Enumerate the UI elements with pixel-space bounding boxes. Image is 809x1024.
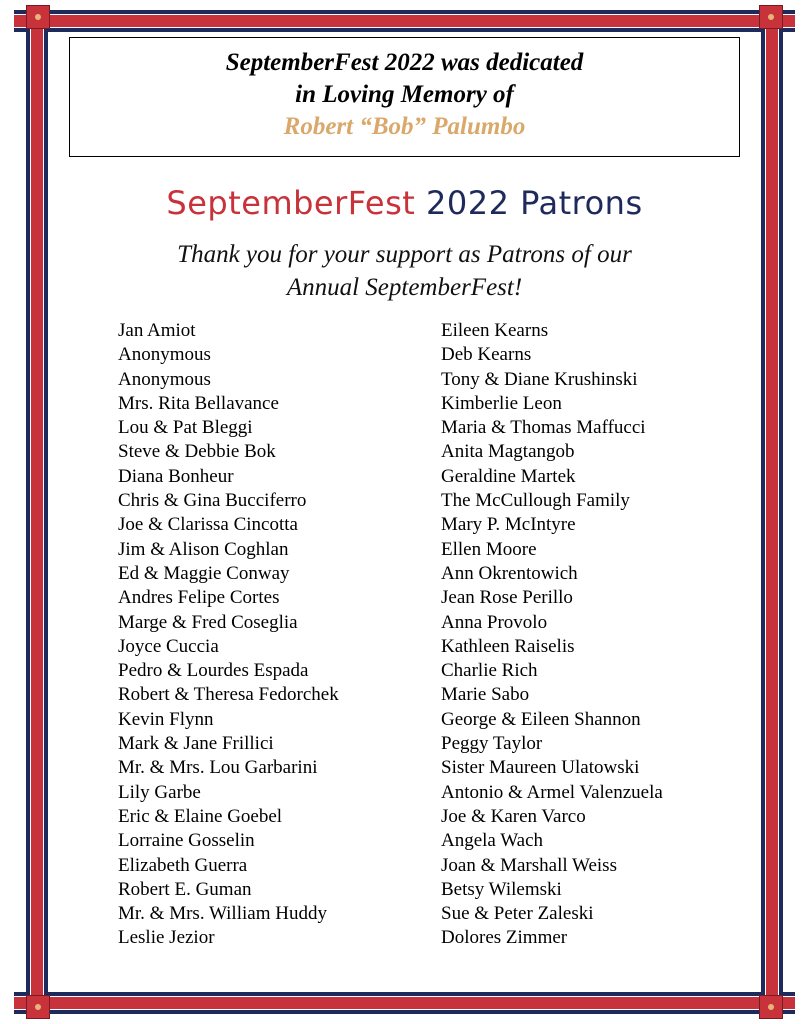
patron-name: Betsy Wilemski [441,878,562,900]
patron-name: Ellen Moore [441,538,537,560]
patron-name: Elizabeth Guerra [118,854,248,876]
patron-name: Mrs. Rita Bellavance [118,392,279,414]
thank-you-line-1: Thank you for your support as Patrons of our [177,241,632,268]
patron-name: Lou & Pat Bleggi [118,417,253,439]
patron-name: Angela Wach [441,830,544,852]
patron-name: Sue & Peter Zaleski [441,903,594,925]
patron-name: Lorraine Gosselin [118,830,255,852]
dedication-honoree: Robert “Bob” Palumbo [283,113,526,140]
patron-name: The McCullough Family [441,490,630,512]
patron-name: Jan Amiot [118,320,196,341]
patron-name: Mr. & Mrs. William Huddy [118,903,327,925]
patron-name: Antonio & Armel Valenzuela [441,781,663,803]
patron-name: Diana Bonheur [118,465,234,487]
border-right [761,14,783,1010]
patron-name: Joe & Karen Varco [441,805,586,827]
patron-name: Eileen Kearns [441,320,549,341]
border-left [26,14,48,1010]
patron-name: Anonymous [118,344,211,366]
patron-name: Robert & Theresa Fedorchek [118,684,339,706]
patron-name: Joan & Marshall Weiss [441,854,617,876]
corner-ornament-top-right [759,5,783,29]
patron-name: Tony & Diane Krushinski [441,368,638,390]
patron-name: Joyce Cuccia [118,635,219,657]
patron-name: Leslie Jezior [118,927,215,949]
patron-name: Kathleen Raiselis [441,635,575,657]
border-bottom [14,992,795,1014]
patron-name: Anonymous [118,368,211,390]
patron-name: Dolores Zimmer [441,927,568,949]
corner-ornament-top-left [26,5,50,29]
patron-name: George & Eileen Shannon [441,708,641,730]
patron-name: Anita Magtangob [441,441,575,463]
patron-name: Steve & Debbie Bok [118,441,276,463]
dedication-box [69,37,740,157]
patron-name: Jean Rose Perillo [441,587,573,609]
patron-name: Marie Sabo [441,684,530,706]
patron-name: Eric & Elaine Goebel [118,805,283,827]
patron-name: Charlie Rich [441,660,538,682]
patron-column-2 [441,319,663,951]
patron-name: Andres Felipe Cortes [118,587,280,609]
patron-name: Jim & Alison Coghlan [118,538,289,560]
thank-you-line-2: Annual SeptemberFest! [286,274,523,301]
corner-ornament-bottom-left [26,995,50,1019]
patron-name: Mr. & Mrs. Lou Garbarini [118,757,318,779]
corner-ornament-bottom-right [759,995,783,1019]
patron-name: Robert E. Guman [118,878,252,900]
patron-name: Deb Kearns [441,344,532,366]
patron-name: Kevin Flynn [118,708,214,730]
patron-name: Ann Okrentowich [441,562,578,584]
patron-name: Anna Provolo [441,611,548,633]
patron-name: Sister Maureen Ulatowski [441,757,640,779]
border-top [14,10,795,32]
title-word-patrons: Patrons [520,184,643,222]
patron-column-1 [118,319,339,951]
page-title [0,184,809,222]
dedication-line-1: SeptemberFest 2022 was dedicated [225,49,584,76]
dedication-line-2: in Loving Memory of [295,81,514,108]
thank-you-message [0,238,809,304]
title-word-year: 2022 [426,184,510,222]
title-word-septemberfest: SeptemberFest [166,184,416,222]
patron-name: Maria & Thomas Maffucci [441,417,646,439]
patron-name: Chris & Gina Bucciferro [118,490,307,512]
patron-name: Geraldine Martek [441,465,576,487]
patron-name: Pedro & Lourdes Espada [118,660,309,682]
patron-name: Lily Garbe [118,781,201,803]
patron-name: Ed & Maggie Conway [118,562,290,584]
patron-name: Peggy Taylor [441,733,543,755]
patron-name: Mary P. McIntyre [441,514,576,536]
patron-name: Mark & Jane Frillici [118,733,274,755]
patron-name: Marge & Fred Coseglia [118,611,298,633]
patron-name: Joe & Clarissa Cincotta [118,514,298,536]
patron-name: Kimberlie Leon [441,392,562,414]
